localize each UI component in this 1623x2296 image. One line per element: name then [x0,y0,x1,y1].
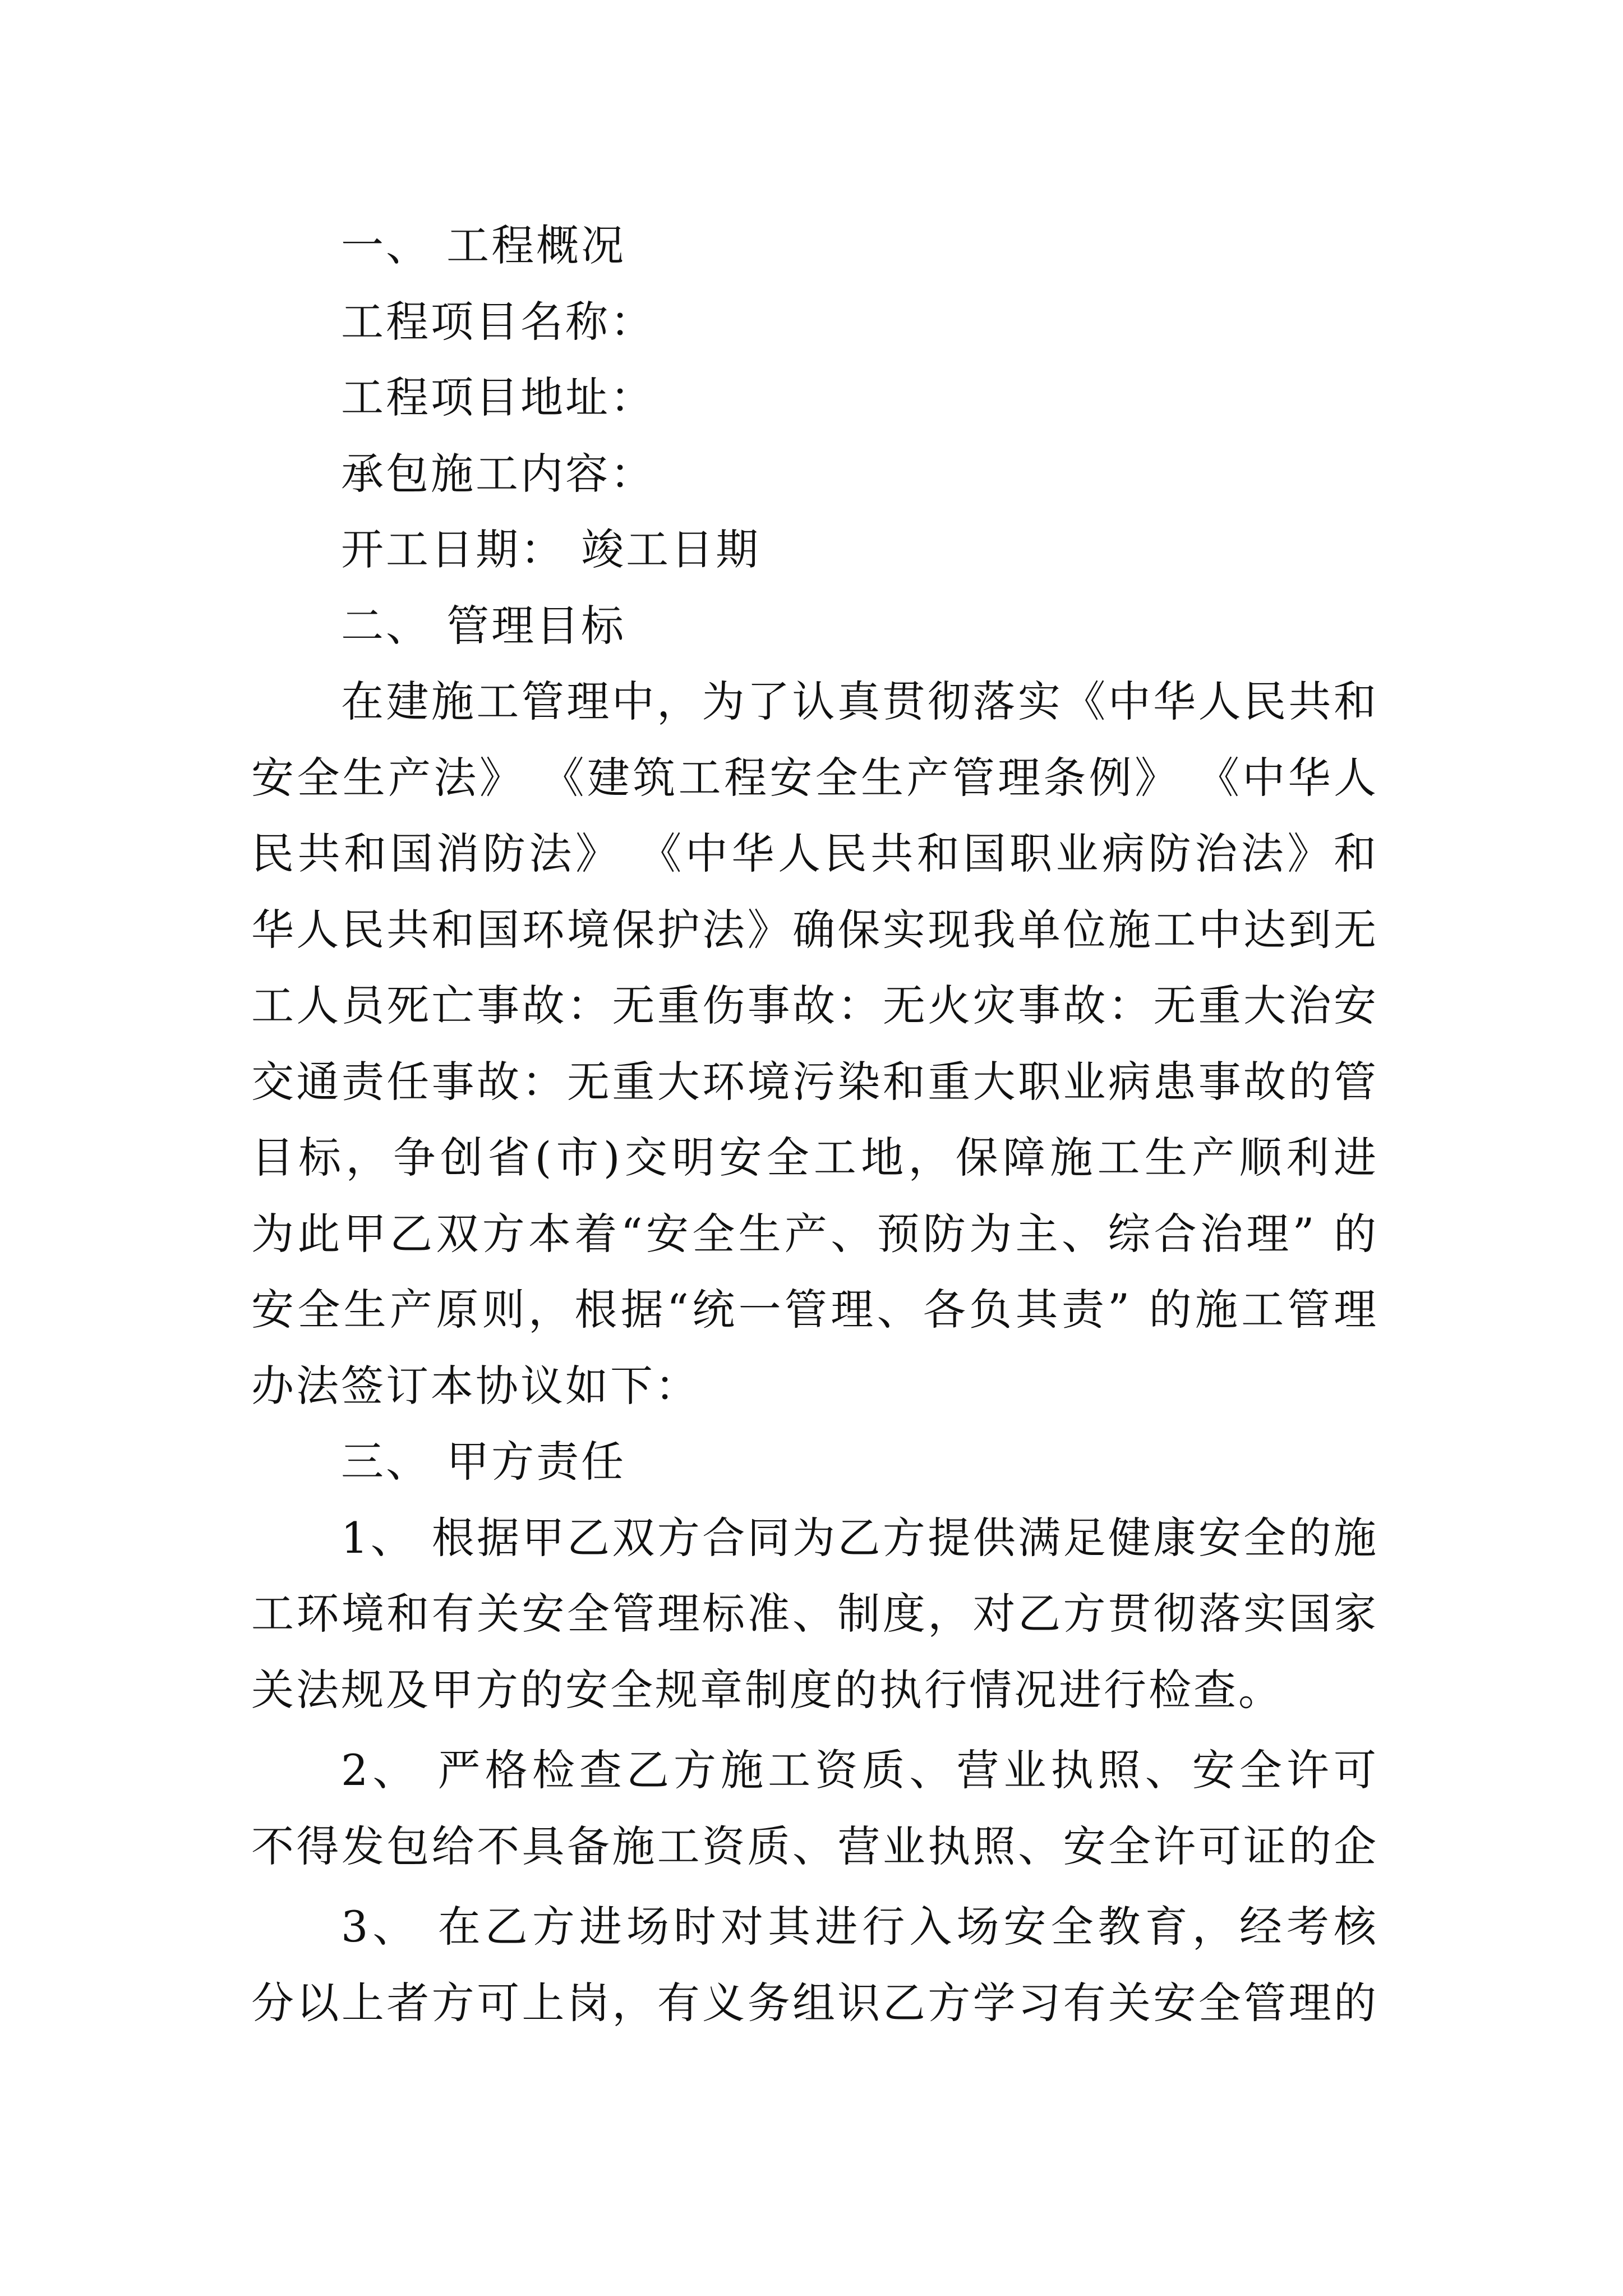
text-line: 安全生产原则，根据“统一管理、各负其责” 的施工管理 [251,1285,1378,1335]
text-line: 工人员死亡事故：无重伤事故：无火灾事故：无重大治安 [251,981,1378,1030]
text-line: 安全生产法》 《建筑工程安全生产管理条例》 《中华人 [251,752,1378,803]
text-line: 关法规及甲方的安全规章制度的执行情况进行检查。 [251,1664,1283,1715]
paragraph-gap [251,1728,1378,1732]
document-page [251,208,1378,2041]
text-line: 交通责任事故：无重大环境污染和重大职业病患事故的管 [251,1056,1378,1107]
text-line: 工程项目名称： [341,296,655,347]
text-line: 一、 工程概况 [341,220,626,270]
text-line: 承包施工内容： [341,448,655,499]
text-line: 为此甲乙双方本着“安全生产、预防为主、综合治理” 的 [251,1208,1378,1259]
text-line: 华人民共和国环境保护法》确保实现我单位施工中达到无 [251,904,1378,955]
text-line: 不得发包给不具备施工资质、营业执照、安全许可证的企 [251,1821,1378,1871]
text-line: 工程项目地址： [341,372,655,422]
text-line: 目标，争创省(市)交明安全工地，保障施工生产顺利进 [251,1133,1378,1182]
paragraph-gap [251,1884,1378,1889]
text-line: 民共和国消防法》 《中华人民共和国职业病防治法》和 [251,829,1378,878]
text-line: 三、 甲方责任 [341,1437,626,1487]
text-line: 工环境和有关安全管理标准、制度，对乙方贯彻落实国家 [251,1589,1378,1639]
text-line: 在建施工管理中，为了认真贯彻落实《中华人民共和 [341,677,1378,726]
text-line: 二、 管理目标 [341,600,626,651]
text-line: 开工日期： 竣工日期 [341,524,761,574]
text-line: 3、 在乙方进场时对其进行入场安全教育，经考核 [341,1902,1378,1952]
document-body [251,208,1378,2041]
text-line: 2、 严格检查乙方施工资质、营业执照、安全许可 [341,1745,1378,1795]
text-line: 1、 根据甲乙双方合同为乙方提供满足健康安全的施 [341,1512,1378,1563]
text-line: 办法签订本协议如下： [251,1360,700,1411]
text-line: 分以上者方可上岗，有义务组识乙方学习有关安全管理的 [251,1977,1378,2028]
